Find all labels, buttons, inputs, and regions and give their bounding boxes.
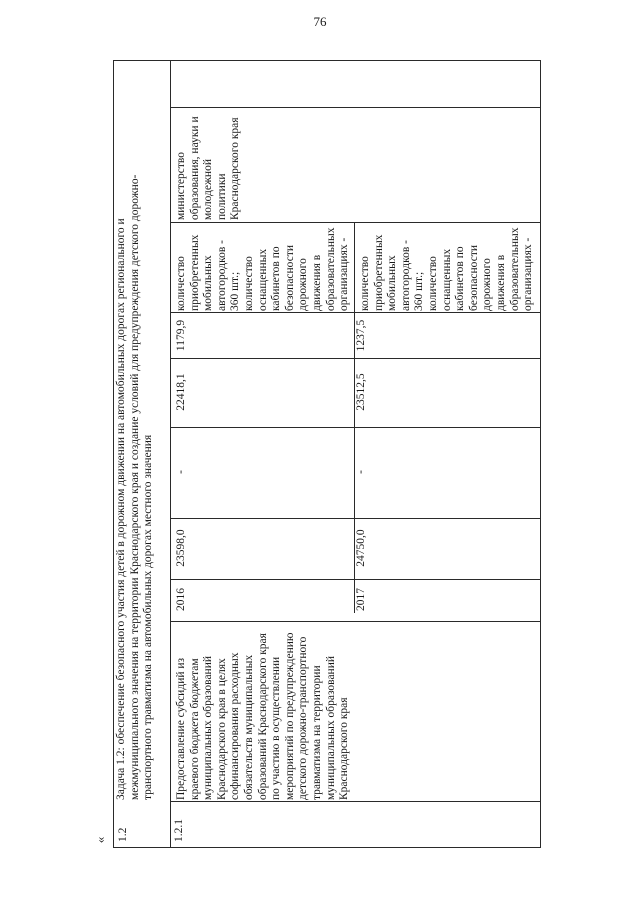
col-divider-exec [170,107,541,108]
measure-description: Предоставление субсидий из краевого бюджета бюджетам муниципальных образований Краснодарского края в целях софинансирования расходных обязательств муниципальных образований Краснодарского края по участию в осуществлении мероприятий по предупреждению детского дорожно-транспортного травматизма на территории муниципальных образований Краснодарского края [175,632,351,800]
task-code: 1.2 [117,827,129,842]
table-border-bottom [540,60,541,848]
col-divider-result [170,222,541,223]
table-border-top [113,60,114,848]
col-divider-desc [170,621,541,622]
row-municipal: 1237,5 [355,319,367,352]
row-municipal: 1179,9 [175,319,187,352]
col-divider-code [170,801,541,802]
row-year: 2017 [355,588,367,611]
row-federal: - [175,470,187,474]
row-federal: - [355,470,367,474]
row-result: количество приобретенных мобильных автогородков - 360 шт.; количество оснащенных кабинетов по безопасности дорожного движения в образовательных организациях - [175,227,350,311]
table-border-right [113,60,541,61]
task-text: Задача 1.2: обеспечение безопасного участия детей в дорожном движении на автомобильных дорогах регионального и межмуниципального значения на территории Краснодарского края и создание условий для предупреждения детского дорожно-транспортного травматизма на автомобильных дорогах местного значения [115,174,155,800]
row-regional: 23512,5 [355,373,367,411]
task-row-divider [170,60,171,848]
rotated-table [113,60,541,848]
measure-executor: министерство образования, науки и молодежной политики Краснодарского края [175,116,242,220]
col-divider-year [170,579,541,580]
quote-mark: « [92,836,108,844]
row-regional: 22418,1 [175,373,187,411]
row-total: 23598,0 [175,529,187,567]
row-result: количество приобретенных мобильных автогородков - 360 шт.; количество оснащенных кабинетов по безопасности дорожного движения в образовательных организациях - [359,227,535,311]
row-year: 2016 [175,588,187,611]
row-total: 24750,0 [355,529,367,567]
page-number: 76 [313,14,327,29]
table-border-left [113,847,541,848]
measure-code: 1.2.1 [173,819,185,842]
